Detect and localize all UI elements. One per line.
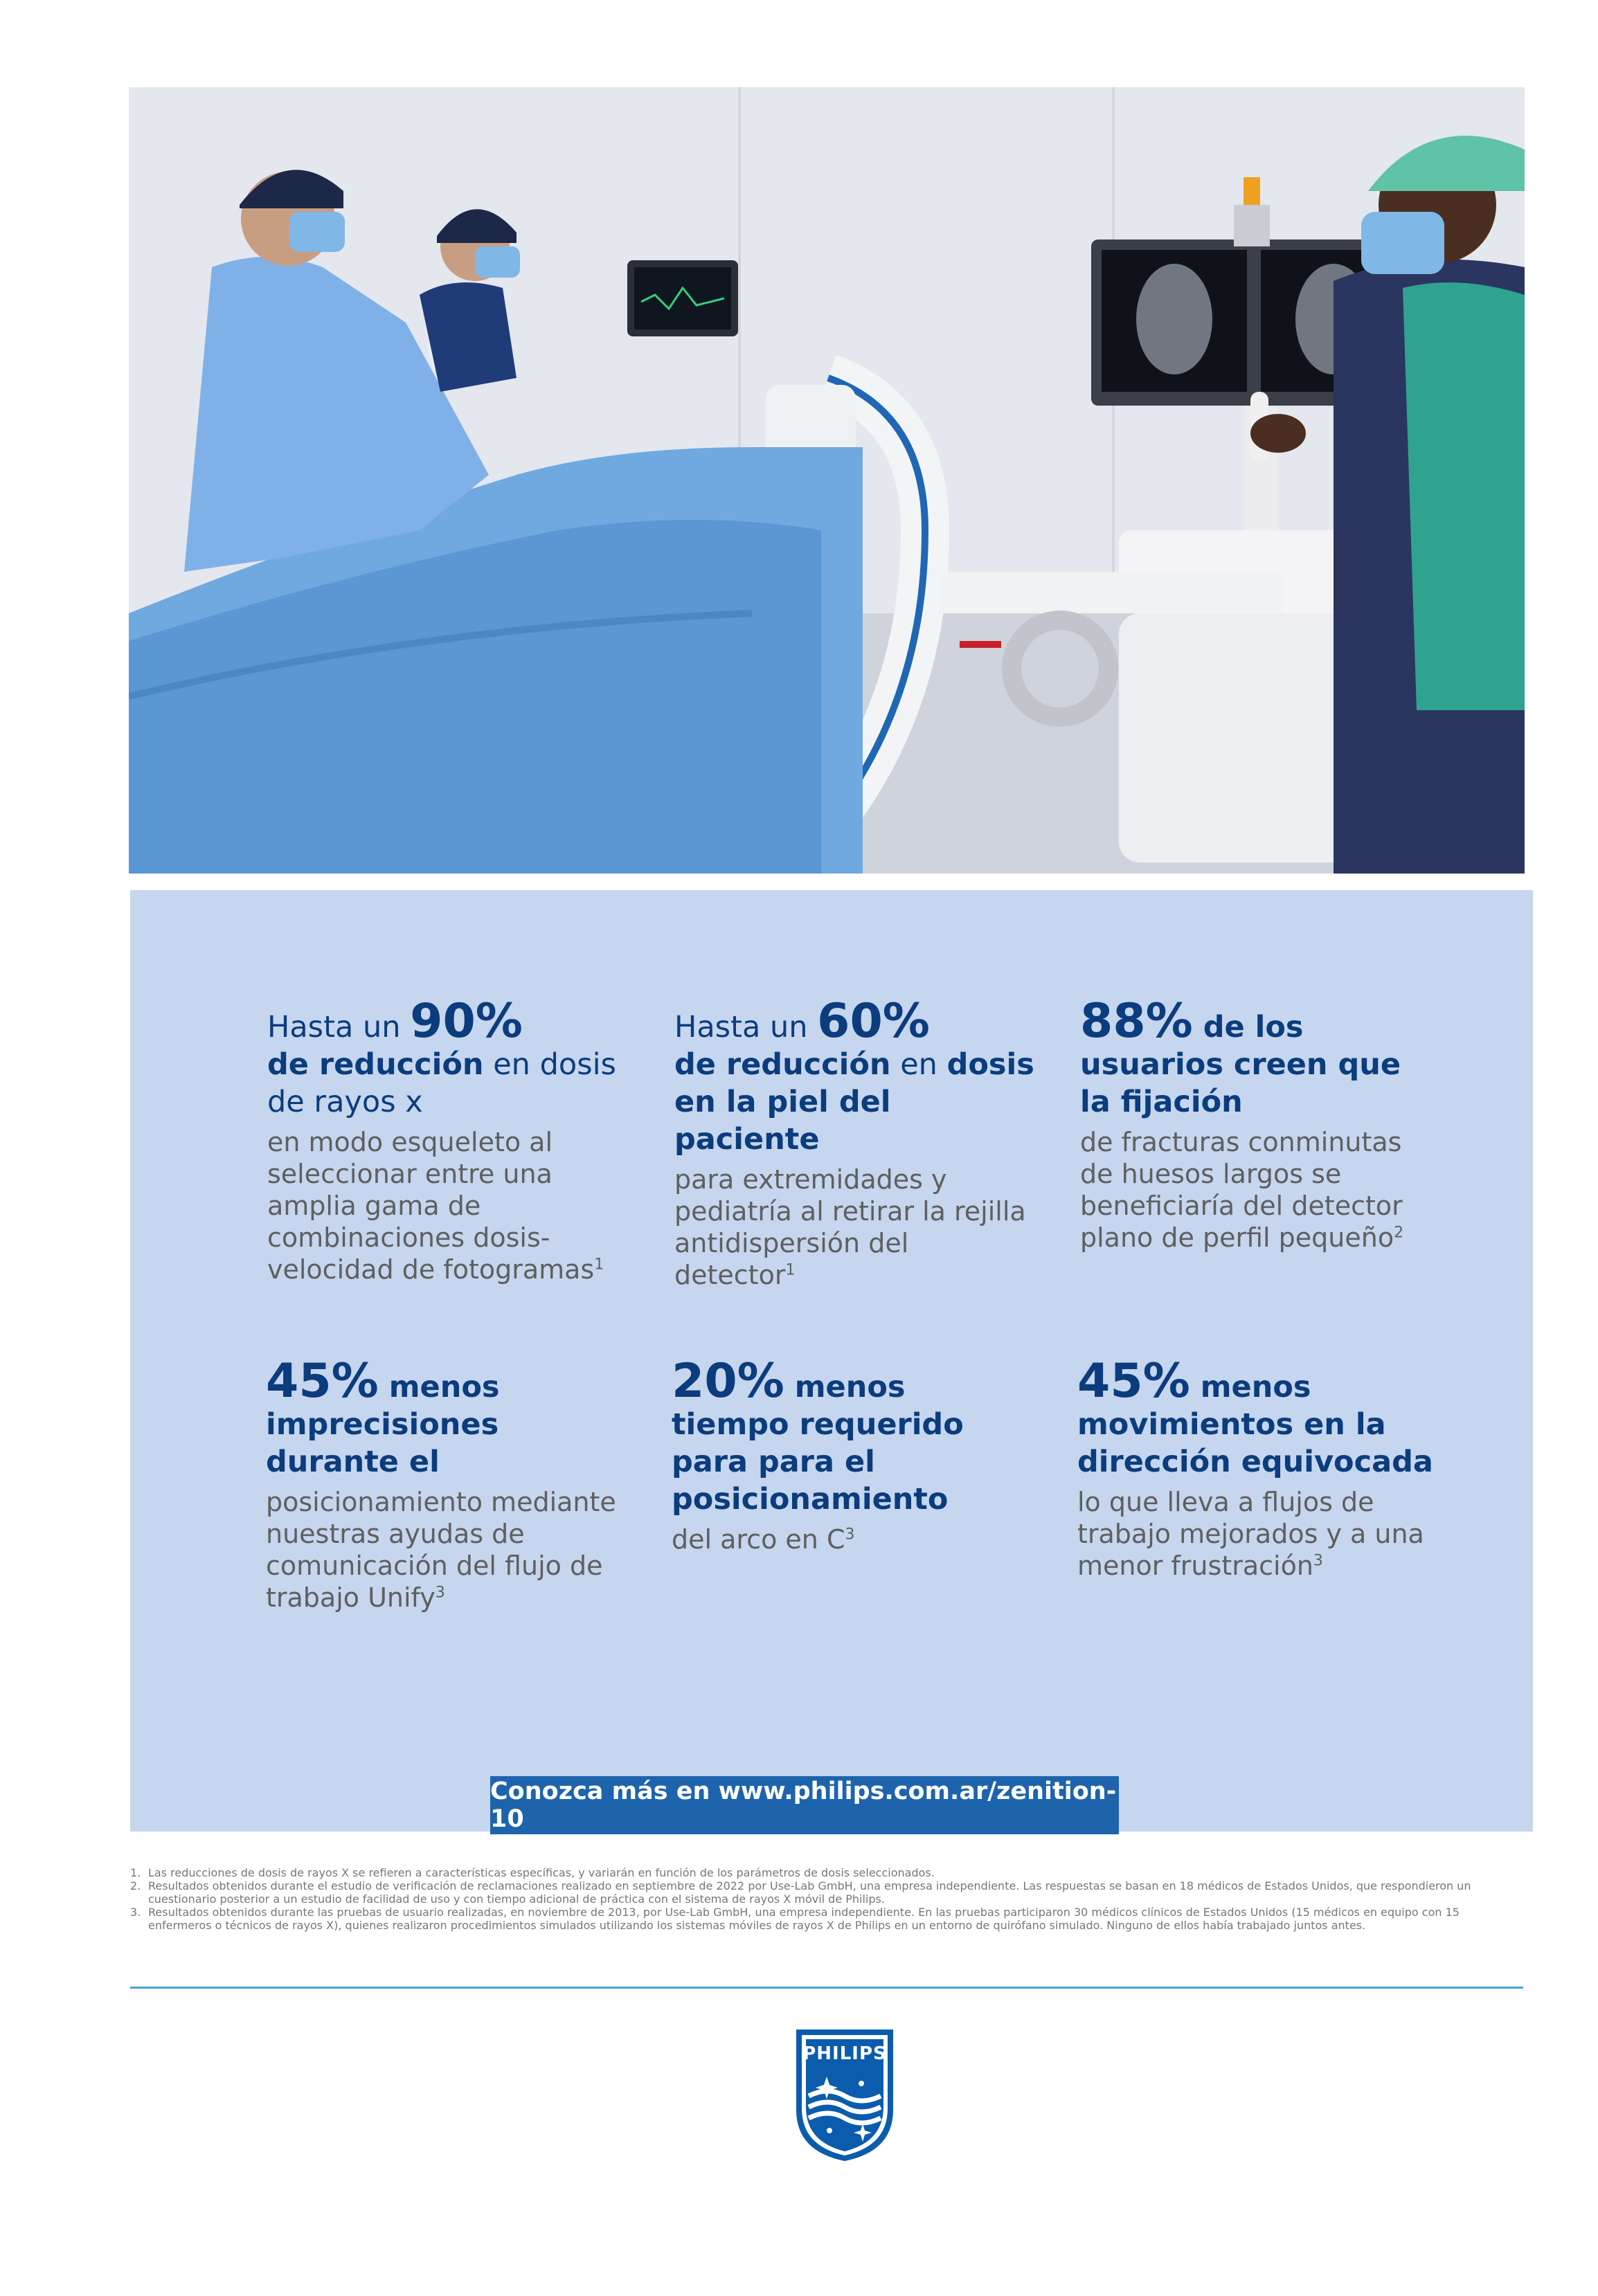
footnotes [130,1866,1508,1932]
footnote-text: Resultados obtenidos durante las pruebas de usuario realizadas, en noviembre de 2013, por Use-Lab GmbH, una empresa independiente. En las pruebas participaron 30 médicos clínicos de Estados Unidos (15 médicos en equipo con 15 enfermeros o técnicos de rayos X), quienes realizaron procedimientos simulados utilizando los sistemas móviles de rayos X de Philips en un entorno de quirófano simulado. Ninguno de ellos había trabajado juntos antes. [148,1906,1460,1932]
stat-body-text: lo que lleva a flujos de trabajo mejorados y a una menor frustración [1077,1487,1424,1581]
stat-body [266,1486,626,1613]
stat-headline-bold: menos movimientos en la dirección equivocada [1077,1370,1433,1479]
footnote-text: Las reducciones de dosis de rayos X se refieren a características específicas, y variarán en función de los parámetros de dosis seleccionados. [148,1866,935,1879]
footnote-ref: 3 [1313,1552,1323,1570]
footnote-ref: 3 [435,1584,445,1602]
stat-body [1080,1126,1440,1254]
stat-value: 88% [1080,994,1193,1049]
stat-body-text: para extremidades y pediatría al retirar la rejilla antidispersión del detector [674,1164,1026,1290]
stat-body [672,1524,1032,1555]
stat-body-text: del arco en C [672,1524,845,1555]
footnote-ref: 1 [594,1256,604,1274]
stat-value: 45% [1077,1354,1190,1409]
stat-body-text: en modo esqueleto al seleccionar entre una amplia gama de combinaciones dosis-velocidad de fotogramas [267,1127,595,1285]
stat-headline-bold: de los usuarios creen que la fijación [1080,1010,1401,1119]
footnote-number: 1. [130,1866,141,1879]
stat-body-text: posicionamiento mediante nuestras ayudas de comunicación del flujo de trabajo Unify [266,1487,616,1613]
stat-body-text: de fracturas conminutas de huesos largos se beneficiaría del detector plano de perfil pequeño [1080,1127,1403,1253]
hero-photo [129,87,1525,874]
footnote-ref: 1 [785,1261,796,1279]
logo-wordmark: PHILIPS [802,2043,887,2064]
stat-headline [1077,1354,1437,1481]
philips-logo [793,2027,896,2162]
footnote-number: 3. [130,1906,141,1919]
operating-room-illustration [129,87,1525,874]
stat-headline-bold: menos imprecisiones durante el [266,1370,500,1479]
footnote-3 [130,1906,1508,1932]
footnote-1 [130,1866,1508,1879]
stat-headline-rest: en dosis de rayos x [267,1047,616,1119]
stat-imprecisions-45 [266,1354,626,1613]
divider [130,1987,1523,1989]
footnote-ref: 3 [845,1526,855,1544]
stat-headline-mid: en [890,1047,947,1082]
stat-users-88 [1080,994,1440,1254]
stat-prefix: Hasta un [674,1010,818,1045]
stat-value: 60% [817,994,930,1049]
stat-body [1077,1486,1437,1582]
stat-value: 90% [410,994,523,1049]
stat-dose-reduction-90 [267,994,627,1285]
footnote-2 [130,1879,1508,1906]
stat-body [674,1164,1034,1291]
stat-value: 45% [266,1354,379,1409]
footnote-text: Resultados obtenidos durante el estudio de verificación de reclamaciones realizado en septiembre de 2022 por Use-Lab GmbH, una empresa independiente. Las respuestas se basan en 18 médicos de Estados Unidos, que respondieron un cuestionario posterior a un estudio de facilidad de uso y con tiempo adicional de práctica con el sistema de rayos X móvil de Philips. [148,1879,1471,1906]
stats-panel [130,890,1533,1832]
stat-headline-bold: de reducción [674,1047,891,1082]
stat-time-20 [672,1354,1032,1555]
stat-prefix: Hasta un [267,1010,411,1045]
stat-headline-bold-2: dosis en la piel del paciente [674,1047,1034,1157]
stat-wrong-direction-45 [1077,1354,1437,1582]
learn-more-link[interactable]: Conozca más en www.philips.com.ar/zenition-10 [490,1776,1119,1834]
footnote-ref: 2 [1394,1224,1404,1242]
stat-headline [266,1354,626,1481]
stat-headline [672,1354,1032,1518]
stat-headline [674,994,1034,1158]
stat-headline-bold: de reducción [267,1047,484,1082]
footnote-number: 2. [130,1879,141,1892]
stat-headline-bold: menos tiempo requerido para para el posicionamiento [672,1370,964,1517]
stat-headline [267,994,627,1121]
stat-headline [1080,994,1440,1121]
stat-skin-dose-60 [674,994,1034,1291]
stat-value: 20% [672,1354,784,1409]
stat-body [267,1126,627,1285]
